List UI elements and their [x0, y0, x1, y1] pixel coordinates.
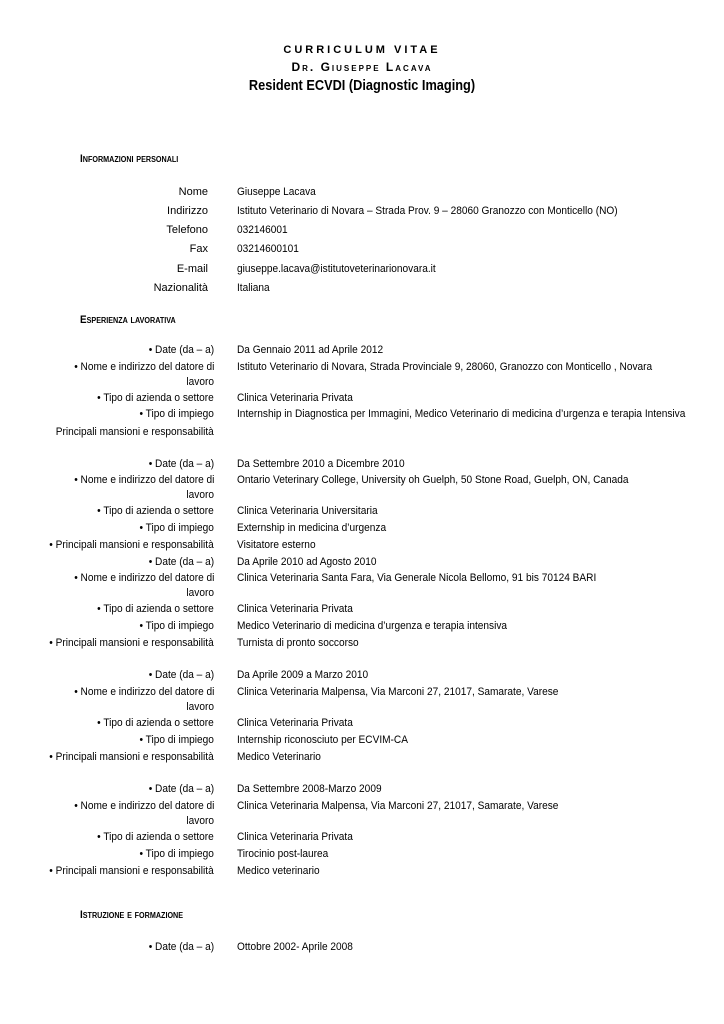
edu-value: Ottobre 2002- Aprile 2008: [237, 941, 353, 953]
personal-label: Nome: [178, 186, 208, 198]
personal-label: Indirizzo: [167, 205, 208, 217]
exp-value: Da Aprile 2009 a Marzo 2010: [237, 669, 369, 681]
exp-label: • Date (da – a): [148, 669, 214, 681]
personal-value: giuseppe.lacava@istitutoveterinarionovara.it: [237, 263, 436, 275]
exp-value: Internship in Diagnostica per Immagini, Medico Veterinario di medicina d’urgenza e terapia Intensiva: [237, 408, 686, 420]
exp-label: • Tipo di azienda o settore: [97, 831, 214, 843]
cv-subtitle: Resident ECVDI (Diagnostic Imaging): [248, 78, 476, 94]
edu-label: • Date (da – a): [148, 941, 214, 953]
section-title-experience: Esperienza lavorativa: [80, 314, 176, 326]
cv-heading: CURRICULUM VITAE: [283, 44, 441, 56]
exp-label: • Principali mansioni e responsabilità: [49, 539, 214, 551]
exp-label: • Tipo di azienda o settore: [97, 603, 214, 615]
exp-value: Externship in medicina d’urgenza: [237, 522, 387, 534]
exp-label: lavoro: [186, 489, 214, 501]
exp-label: • Nome e indirizzo del datore di: [73, 800, 214, 812]
exp-label: • Tipo di azienda o settore: [97, 717, 214, 729]
exp-value: Internship riconosciuto per ECVIM-CA: [237, 734, 408, 746]
section-title-personal: Informazioni personali: [80, 153, 179, 165]
exp-value: Clinica Veterinaria Privata: [237, 392, 353, 404]
exp-value: Da Settembre 2010 a Dicembre 2010: [237, 458, 405, 470]
exp-label: • Tipo di azienda o settore: [97, 505, 214, 517]
cv-name: Dr. Giuseppe Lacava: [291, 60, 433, 74]
personal-value: Italiana: [237, 282, 270, 294]
exp-label: • Date (da – a): [148, 344, 214, 356]
exp-label: • Principali mansioni e responsabilità: [49, 637, 214, 649]
exp-label: • Date (da – a): [148, 556, 214, 568]
exp-label: • Tipo di impiego: [139, 620, 214, 632]
exp-value: Da Settembre 2008-Marzo 2009: [237, 783, 382, 795]
exp-value: Medico Veterinario di medicina d’urgenza e terapia intensiva: [237, 620, 508, 632]
exp-label: • Tipo di impiego: [139, 734, 214, 746]
exp-value: Tirocinio post-laurea: [237, 848, 329, 860]
exp-label: • Tipo di impiego: [139, 848, 214, 860]
exp-label: • Date (da – a): [148, 783, 214, 795]
exp-value: Turnista di pronto soccorso: [237, 637, 359, 649]
exp-label: • Date (da – a): [148, 458, 214, 470]
exp-label: lavoro: [186, 701, 214, 713]
exp-value: Clinica Veterinaria Privata: [237, 717, 353, 729]
exp-value: Da Aprile 2010 ad Agosto 2010: [237, 556, 377, 568]
exp-value: Da Gennaio 2011 ad Aprile 2012: [237, 344, 384, 356]
exp-value: Medico veterinario: [237, 865, 320, 877]
exp-value: Clinica Veterinaria Santa Fara, Via Generale Nicola Bellomo, 91 bis 70124 BARI: [237, 572, 597, 584]
exp-label: • Principali mansioni e responsabilità: [49, 751, 214, 763]
exp-label: • Nome e indirizzo del datore di: [73, 361, 214, 373]
exp-label: • Nome e indirizzo del datore di: [73, 474, 214, 486]
personal-label: E-mail: [176, 263, 208, 275]
exp-value: Istituto Veterinario di Novara, Strada Provinciale 9, 28060, Granozzo con Monticello , Novara: [237, 361, 653, 373]
exp-label: Principali mansioni e responsabilità: [55, 426, 214, 438]
personal-label: Nazionalità: [153, 282, 208, 294]
exp-label: • Tipo di impiego: [139, 522, 214, 534]
personal-label: Telefono: [166, 224, 208, 236]
exp-label: lavoro: [186, 815, 214, 827]
personal-value: 03214600101: [237, 243, 299, 255]
personal-value: Giuseppe Lacava: [237, 186, 316, 198]
exp-label: • Principali mansioni e responsabilità: [49, 865, 214, 877]
exp-label: • Nome e indirizzo del datore di: [73, 572, 214, 584]
exp-value: Clinica Veterinaria Malpensa, Via Marconi 27, 21017, Samarate, Varese: [237, 800, 559, 812]
personal-value: Istituto Veterinario di Novara – Strada Prov. 9 – 28060 Granozzo con Monticello (NO): [237, 205, 618, 217]
exp-value: Visitatore esterno: [237, 539, 316, 551]
exp-value: Clinica Veterinaria Malpensa, Via Marconi 27, 21017, Samarate, Varese: [237, 686, 559, 698]
exp-value: Clinica Veterinaria Universitaria: [237, 505, 378, 517]
exp-value: Clinica Veterinaria Privata: [237, 831, 353, 843]
section-title-education: Istruzione e formazione: [80, 909, 184, 921]
personal-value: 032146001: [237, 224, 288, 236]
exp-label: lavoro: [186, 587, 214, 599]
personal-label: Fax: [189, 243, 208, 255]
exp-value: Ontario Veterinary College, University oh Guelph, 50 Stone Road, Guelph, ON, Canada: [237, 474, 629, 486]
exp-value: Clinica Veterinaria Privata: [237, 603, 353, 615]
exp-label: • Nome e indirizzo del datore di: [73, 686, 214, 698]
exp-value: Medico Veterinario: [237, 751, 321, 763]
exp-label: • Tipo di impiego: [139, 408, 214, 420]
exp-label: • Tipo di azienda o settore: [97, 392, 214, 404]
exp-label: lavoro: [186, 376, 214, 388]
